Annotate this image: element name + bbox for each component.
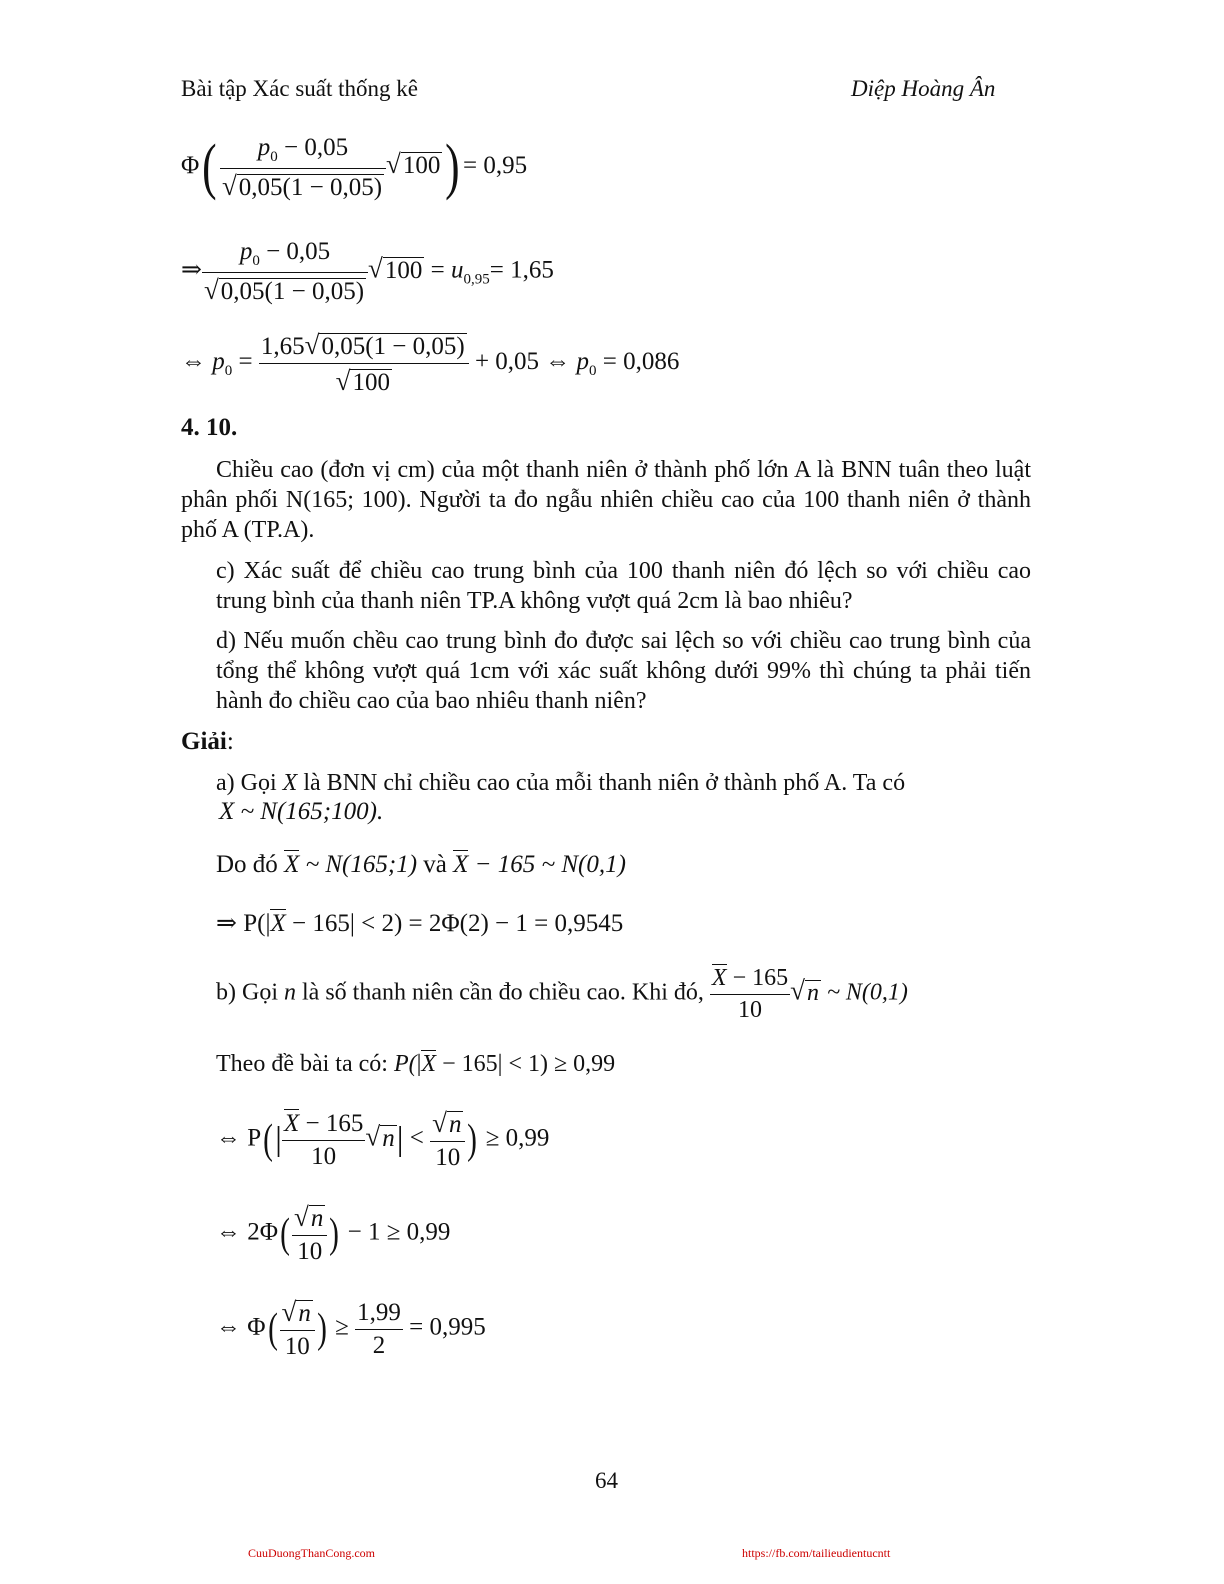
fraction: $\frac{X - 165}{10}$	[711, 965, 789, 1023]
footer-site-link[interactable]: CuuDuongThanCong.com	[248, 1546, 375, 1560]
equation-rhs: = 0,95	[463, 152, 528, 180]
fraction: $\frac{X - 165}{10}$	[283, 1110, 364, 1170]
equivalence-step-1: ⇔ P(| $\frac{X - 165}{10}$ √n| < $\frac{√n}{10}$ ) ≥ 0,99	[216, 1108, 550, 1171]
solution-part-b: b) Gọi n là số thanh niên cần đo chiều cao. Khi đó, $\frac{X - 165}{10}$ √n ~ N(0,1)	[216, 965, 908, 1023]
equivalence-step-3: ⇔ Φ( $\frac{√n}{10}$ ) ≥ $\frac{1,99}{2}$ = 0,995	[216, 1297, 486, 1360]
fraction: $\frac{1,99}{2}$	[357, 1298, 401, 1359]
distribution-x: X ~ N(165;100).	[219, 798, 384, 825]
section-heading: 4. 10.	[181, 414, 238, 441]
phi-symbol: Φ	[181, 152, 200, 180]
iff-arrow: ⇔	[181, 348, 206, 376]
page-number: 64	[595, 1468, 618, 1493]
probability-part-a: ⇒ P(|X − 165| < 2) = 2Φ(2) − 1 = 0,9545	[216, 910, 624, 937]
fraction: $\frac{1,65√0,05(1 - 0,05)}{√100}$	[259, 330, 469, 397]
equivalence-step-2: ⇔ 2Φ( $\frac{√n}{10}$ ) − 1 ≥ 0,99	[216, 1202, 451, 1265]
equation-phi-095: Φ( $\frac{p_0 - 0,05}{√0,05(1 - 0,05)}$ √100) = 0,95	[181, 133, 528, 201]
header-title: Bài tập Xác suất thống kê	[181, 76, 418, 101]
fraction: $\frac{√n}{10}$	[280, 1297, 315, 1361]
header-author: Diệp Hoàng Ân	[851, 76, 996, 101]
implies-arrow: ⇒	[181, 256, 202, 284]
condition-statement: Theo đề bài ta có: P(|X − 165| < 1) ≥ 0,99	[216, 1051, 616, 1077]
fraction: $\frac{√n}{10}$	[292, 1202, 327, 1266]
problem-intro: Chiều cao (đơn vị cm) của một thanh niên ở thành phố lớn A là BNN tuân theo luật phân phối N(165; 100). Người ta đo ngẫu nhiên chiều cao của 100 thanh niên ở thành phố A (TP.A).	[181, 457, 1031, 543]
equation-p0: ⇔ $p_0$ = $\frac{1,65√0,05(1 - 0,05)}{√100}$ + 0,05 ⇔ $p_0 = 0,086$	[181, 330, 680, 396]
solution-part-a: a) Gọi X là BNN chỉ chiều cao của mỗi thanh niên ở thành phố A. Ta có	[216, 770, 906, 796]
footer-facebook-link[interactable]: https://fb.com/tailieudientucntt	[742, 1546, 891, 1560]
fraction: $\frac{p_0 - 0,05}{√0,05(1 - 0,05)}$	[220, 134, 386, 202]
fraction: $\frac{p_0 - 0,05}{√0,05(1 - 0,05)}$	[202, 238, 368, 306]
sqrt-100: 100	[402, 152, 441, 180]
problem-part-c: c) Xác suất để chiều cao trung bình của 100 thanh niên đó lệch so với chiều cao trung bình của thanh niên TP.A không vượt quá 2cm là bao nhiêu?	[216, 558, 1031, 614]
equation-u095: ⇒ $\frac{p_0 - 0,05}{√0,05(1 - 0,05)}$ $√100 = u_{0,95}= 1,65$	[181, 238, 554, 305]
fraction: $\frac{√n}{10}$	[430, 1108, 465, 1172]
solution-heading: Giải:	[181, 728, 234, 755]
distribution-xbar: Do đó X ~ N(165;1) và X − 165 ~ N(0,1)	[216, 851, 626, 878]
problem-part-d: d) Nếu muốn chều cao trung bình đo được sai lệch so với chiều cao trung bình của tổng thể không vượt quá 1cm với xác suất không dưới 99% thì chúng ta phải tiến hành đo chiều cao của bao nhiêu thanh niên?	[216, 628, 1031, 714]
